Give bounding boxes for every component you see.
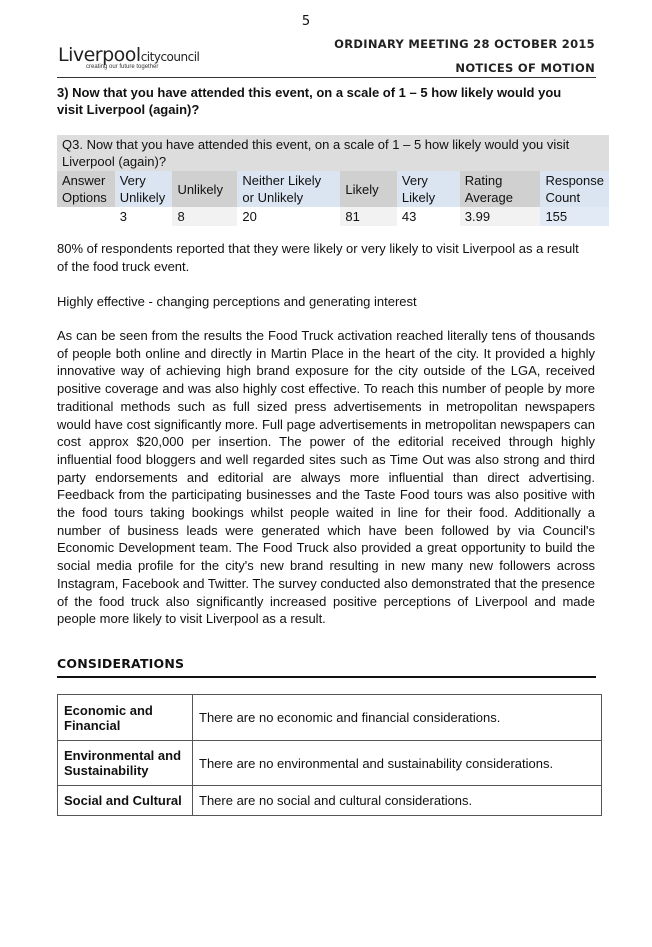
survey-question: Q3. Now that you have attended this event, on a scale of 1 – 5 how likely would you visit Liverpool (again)? <box>57 135 609 171</box>
table-cell: 81 <box>340 207 397 226</box>
table-row <box>58 741 602 786</box>
survey-header-row <box>57 171 609 207</box>
consideration-label: Environmental and Sustainability <box>58 741 193 786</box>
survey-question-row <box>57 135 609 171</box>
table-row <box>58 695 602 741</box>
consideration-label: Social and Cultural <box>58 786 193 816</box>
table-cell: 8 <box>172 207 237 226</box>
question-heading: 3) Now that you have attended this event, on a scale of 1 – 5 how likely would you visit Liverpool (again)? <box>57 85 562 117</box>
table-cell: 43 <box>397 207 460 226</box>
table-cell <box>57 207 115 226</box>
table-cell: 155 <box>540 207 609 226</box>
table-header-cell: Unlikely <box>172 171 237 207</box>
table-row <box>58 786 602 816</box>
consideration-text: There are no environmental and sustainability considerations. <box>193 741 602 786</box>
council-logo <box>58 44 208 70</box>
logo-tagline: creating our future together <box>86 64 159 70</box>
consideration-text: There are no social and cultural considerations. <box>193 786 602 816</box>
table-header-cell: Neither Likely or Unlikely <box>237 171 340 207</box>
table-header-cell: Likely <box>340 171 397 207</box>
table-header-cell: Rating Average <box>460 171 541 207</box>
food-truck-paragraph: As can be seen from the results the Food Truck activation reached literally tens of thousands of people both online and directly in Martin Place in the heart of the city. It provided a highly innovative way of achieving high brand exposure for the city outside of the LGA, received positive coverage and was also highly cost effective. To reach this number of people by more traditional methods such as full sized press advertisements in metropolitan newspapers would have cost significantly more. Full page advertisements in metropolitan newspapers can cost approx $20,000 per insertion. The power of the editorial received through highly influential food bloggers and well regarded sites such as Time Out was also strong and third party endorsements and editorial are always more influential than direct advertising. Feedback from the participating businesses and the Taste Food tours was also positive with the food tours taking bookings whilst people waited in line for their food. Additionally a number of business leads were generated which have been followed by via Council's Economic Development team. The Food Truck also provided a great opportunity to build the social media profile for the city's new brand resulting in new many new followers across Instagram, Facebook and Twitter. The survey conducted also demonstrated that the presence of the food truck also significantly increased positive perceptions of Liverpool and made people more likely to visit Liverpool as a result. <box>57 328 595 627</box>
effectiveness-paragraph: Highly effective - changing perceptions and generating interest <box>57 294 417 309</box>
considerations-divider <box>57 676 596 678</box>
considerations-table <box>57 694 602 816</box>
table-cell: 20 <box>237 207 340 226</box>
consideration-text: There are no economic and financial considerations. <box>193 695 602 741</box>
summary-paragraph: 80% of respondents reported that they were likely or very likely to visit Liverpool as a result of the food truck event. <box>57 241 579 274</box>
section-title: NOTICES OF MOTION <box>455 61 595 75</box>
considerations-heading: CONSIDERATIONS <box>57 656 185 671</box>
consideration-label: Economic and Financial <box>58 695 193 741</box>
header-divider <box>57 77 596 78</box>
survey-values-row <box>57 207 609 226</box>
survey-results-table <box>57 135 609 226</box>
table-cell: 3.99 <box>460 207 541 226</box>
table-header-cell: Answer Options <box>57 171 115 207</box>
meeting-title: ORDINARY MEETING 28 OCTOBER 2015 <box>334 37 595 51</box>
logo-main-text: Liverpool <box>58 44 141 66</box>
table-cell: 3 <box>115 207 173 226</box>
table-header-cell: Very Unlikely <box>115 171 173 207</box>
page-number: 5 <box>301 14 311 29</box>
table-header-cell: Response Count <box>540 171 609 207</box>
table-header-cell: Very Likely <box>397 171 460 207</box>
logo-sub-text: citycouncil <box>140 50 200 64</box>
